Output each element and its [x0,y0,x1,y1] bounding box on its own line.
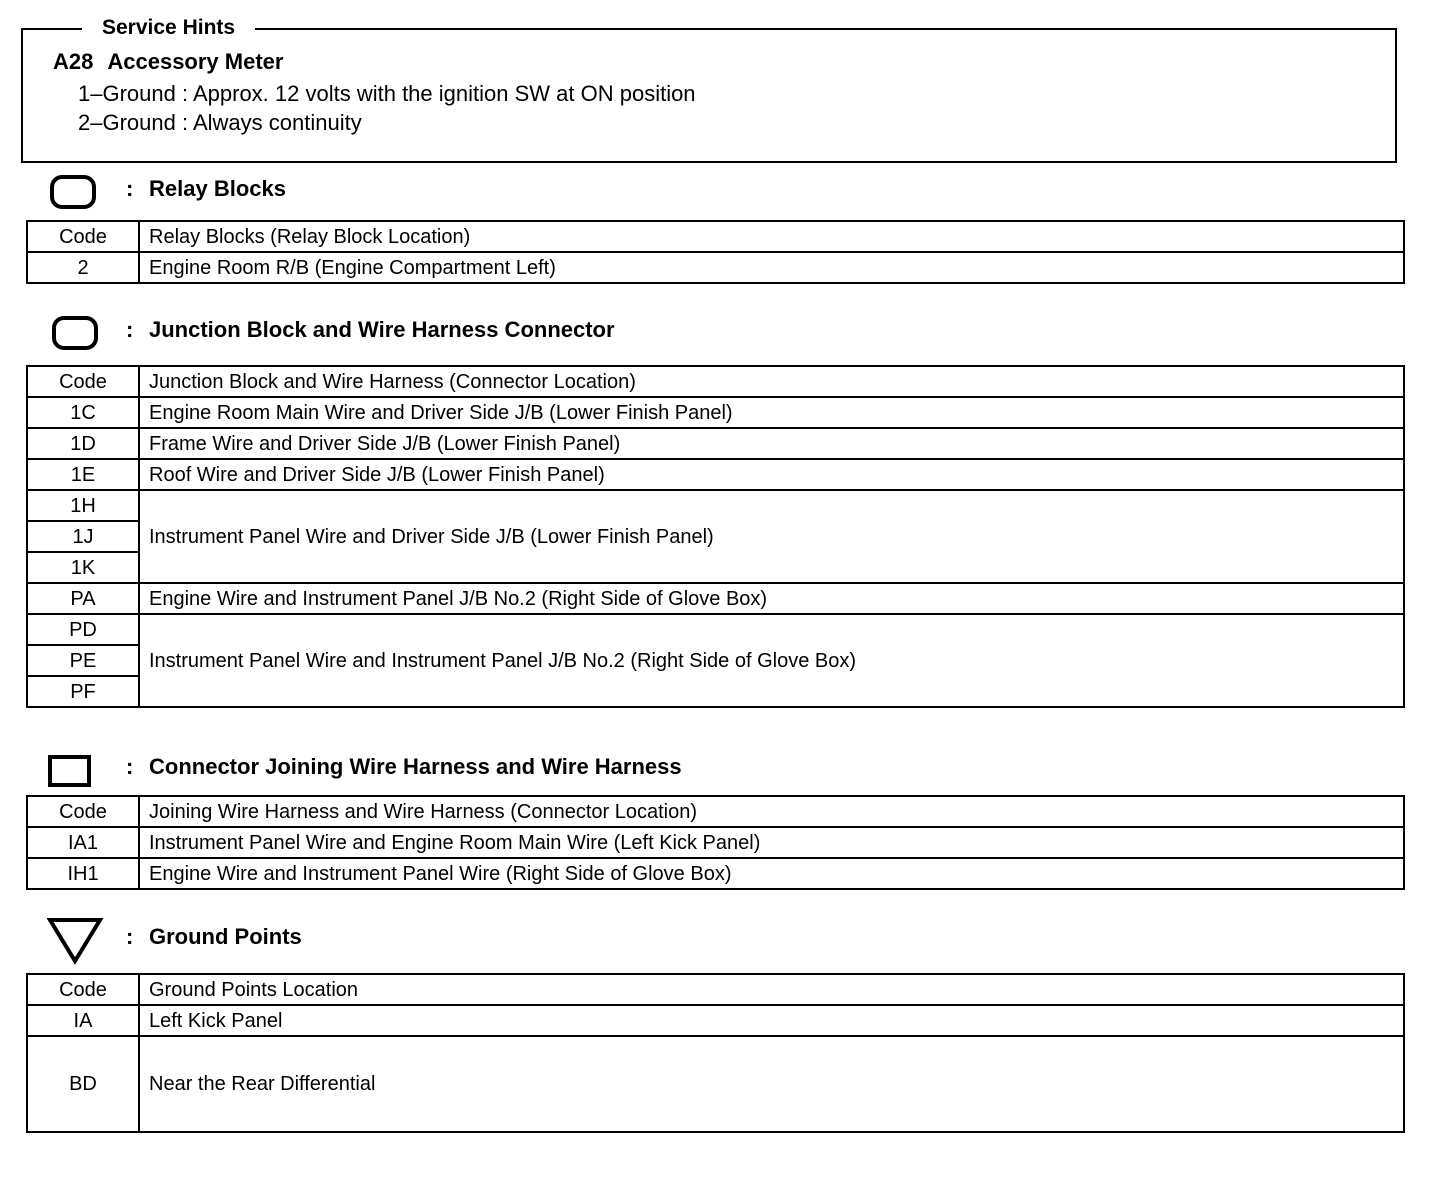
row-location: Left Kick Panel [139,1005,1404,1036]
row-code: 1C [27,397,139,428]
table-row [27,459,1404,490]
rounded-oval-icon [52,316,98,350]
row-code: 2 [27,252,139,283]
rounded-oval-icon [50,175,96,209]
table-row [27,397,1404,428]
table-row [27,858,1404,889]
junction-block-title: : Junction Block and Wire Harness Connector [126,317,615,342]
header-location: Junction Block and Wire Harness (Connector Location) [139,366,1404,397]
row-location: Instrument Panel Wire and Driver Side J/B (Lower Finish Panel) [139,490,1404,583]
header-code: Code [27,796,139,827]
row-code: PD [27,614,139,645]
table-row [27,428,1404,459]
component-code: A28 [53,49,94,74]
table-header-row [27,221,1404,252]
header-code: Code [27,221,139,252]
row-code: PE [27,645,139,676]
table-row [27,1005,1404,1036]
row-code: IH1 [27,858,139,889]
table-header-row [27,366,1404,397]
row-location: Near the Rear Differential [139,1036,1404,1132]
junction-block-table [26,365,1405,708]
row-code: PA [27,583,139,614]
down-triangle-icon [47,917,103,965]
header-location: Ground Points Location [139,974,1404,1005]
row-code: IA1 [27,827,139,858]
ground-points-table [26,973,1405,1133]
table-header-row [27,974,1404,1005]
row-location: Engine Wire and Instrument Panel J/B No.2 (Right Side of Glove Box) [139,583,1404,614]
table-row [27,827,1404,858]
row-location: Instrument Panel Wire and Engine Room Main Wire (Left Kick Panel) [139,827,1404,858]
component-name: Accessory Meter [107,49,284,74]
component-heading [53,48,283,76]
square-icon [48,755,91,787]
table-header-row [27,796,1404,827]
row-location: Instrument Panel Wire and Instrument Panel J/B No.2 (Right Side of Glove Box) [139,614,1404,707]
row-code: 1H [27,490,139,521]
header-code: Code [27,366,139,397]
row-code: 1J [27,521,139,552]
connector-table [26,795,1405,890]
row-location: Engine Wire and Instrument Panel Wire (Right Side of Glove Box) [139,858,1404,889]
row-location: Roof Wire and Driver Side J/B (Lower Finish Panel) [139,459,1404,490]
row-code: 1E [27,459,139,490]
row-location: Engine Room R/B (Engine Compartment Left) [139,252,1404,283]
row-code: 1K [27,552,139,583]
table-row [27,252,1404,283]
table-row [27,490,1404,521]
hint-line-1: 1–Ground : Approx. 12 volts with the ignition SW at ON position [78,81,696,106]
row-code: PF [27,676,139,707]
table-row [27,1036,1404,1132]
header-location: Relay Blocks (Relay Block Location) [139,221,1404,252]
row-code: BD [27,1036,139,1132]
ground-points-title: : Ground Points [126,924,302,949]
row-location: Frame Wire and Driver Side J/B (Lower Finish Panel) [139,428,1404,459]
hint-line-2: 2–Ground : Always continuity [78,110,362,135]
header-location: Joining Wire Harness and Wire Harness (Connector Location) [139,796,1404,827]
relay-blocks-table [26,220,1405,284]
row-code: IA [27,1005,139,1036]
table-row [27,583,1404,614]
header-code: Code [27,974,139,1005]
connector-title: : Connector Joining Wire Harness and Wire Harness [126,754,682,779]
table-row [27,614,1404,645]
row-location: Engine Room Main Wire and Driver Side J/B (Lower Finish Panel) [139,397,1404,428]
service-hints-title: Service Hints [82,14,255,42]
relay-blocks-title: : Relay Blocks [126,176,286,201]
row-code: 1D [27,428,139,459]
